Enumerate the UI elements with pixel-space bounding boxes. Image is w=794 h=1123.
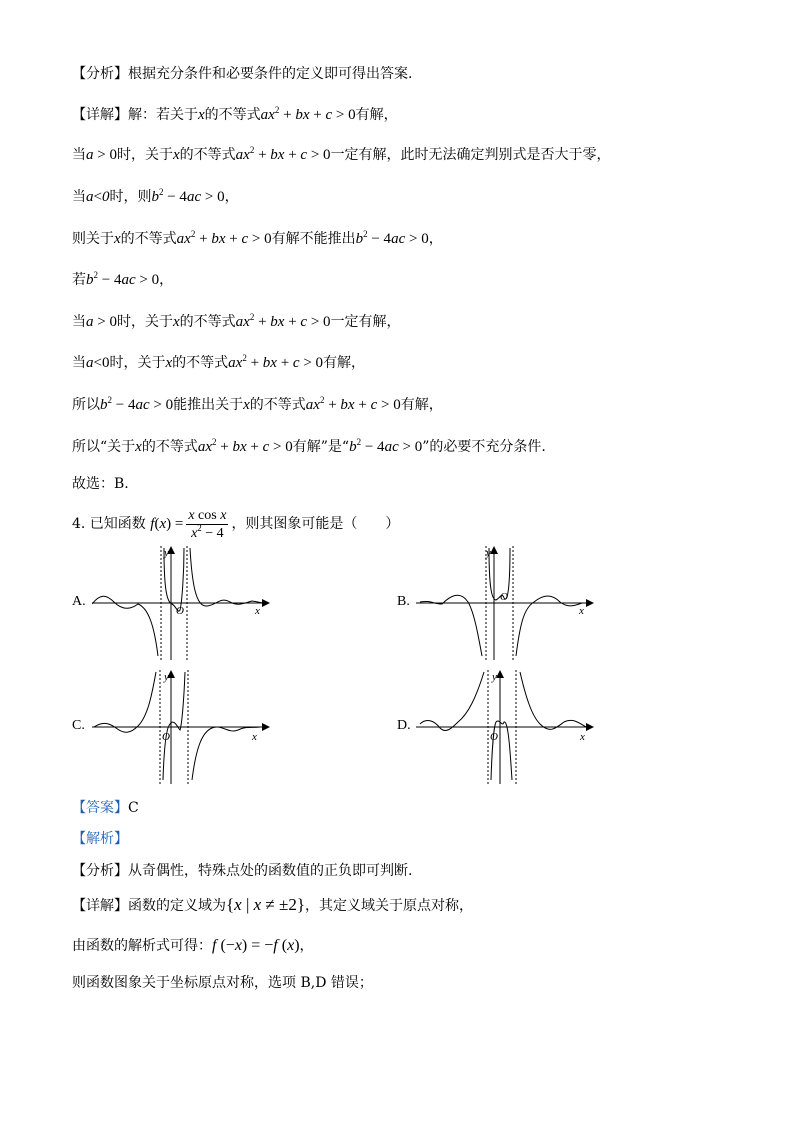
curve-center (163, 672, 185, 780)
curve-right (516, 596, 582, 656)
curve-right (192, 727, 260, 780)
option-b-label[interactable]: B. (397, 594, 410, 609)
x-label: x (579, 605, 584, 617)
curve-center (491, 721, 512, 780)
choice-line: 故选：B. (72, 476, 129, 492)
question-4 (72, 506, 399, 542)
text: 有解， (355, 107, 398, 123)
detail-line-4: 则关于x的不等式$ax^2$ + bx + c > 0有解不能推出$b^2 - 4ac > 0$， (72, 229, 443, 247)
analysis-text: 从奇偶性，特殊点处的函数值的正负即可判断. (128, 863, 413, 879)
text: 有解”是“ (292, 439, 350, 455)
x-label: x (580, 731, 585, 743)
analysis-line-2 (72, 861, 412, 881)
analysis-text: 根据充分条件和必要条件的定义即可得出答案. (128, 66, 413, 82)
curve-left (92, 596, 158, 656)
detail-line-3: 当a<0时，则$b^2 - 4ac > 0$， (72, 187, 239, 205)
text: 的不等式 (172, 355, 229, 371)
text: 的不等式 (179, 147, 236, 163)
x-arrow-icon (586, 599, 594, 607)
text: 当 (72, 355, 86, 371)
math-ineq: $ax^2$ + bx + c > 0 (260, 105, 356, 123)
text: ”的必要不充分条件. (422, 439, 546, 455)
text: 由函数的解析式可得： (72, 938, 212, 954)
curve-right (520, 672, 586, 729)
origin-label: O (500, 591, 508, 603)
text: 则关于 (72, 231, 114, 247)
text: 时，则 (109, 189, 152, 205)
parity-line: 由函数的解析式可得：f (−x) = −f (x)， (72, 937, 314, 954)
text: 当 (72, 189, 86, 205)
origin-label: O (162, 731, 170, 743)
detail-tag: 【详解】 (72, 898, 128, 914)
graph-c[interactable] (92, 668, 272, 786)
answer-tag: 【答案】 (72, 800, 128, 816)
option-c-label[interactable]: C. (72, 718, 85, 733)
text: 时，关于 (116, 147, 173, 163)
y-label: y (486, 547, 491, 559)
text: 一定有解， (330, 314, 401, 330)
text: 当 (72, 314, 86, 330)
text: 解：若关于 (128, 107, 198, 123)
detail-line-1: 【详解】解：若关于x的不等式$ax^2$ + bx + c > 0有解， (72, 105, 398, 123)
odd-function: f (−x) = −f (x) (212, 937, 300, 954)
question-text: 4. 已知函数 (72, 516, 146, 532)
text: 所以“关于 (72, 439, 136, 455)
curve-left (420, 672, 484, 730)
text: 的不等式 (249, 397, 306, 413)
text: ，其定义域关于原点对称， (305, 898, 473, 914)
detail-tag: 【详解】 (72, 107, 128, 123)
text: 的不等式 (204, 107, 261, 123)
y-label: y (164, 671, 169, 683)
jiexi-tag: 【解析】 (72, 831, 128, 847)
text: 有解不能推出 (271, 231, 356, 247)
detail-line-7: 当a<0时，关于x的不等式$ax^2$ + bx + c > 0有解， (72, 353, 366, 371)
origin-label: O (176, 605, 184, 617)
graph-d[interactable] (416, 668, 596, 786)
option-a-label[interactable]: A. (72, 594, 86, 609)
option-d-label[interactable]: D. (397, 718, 411, 733)
answer-line (72, 798, 139, 818)
y-arrow-icon (496, 670, 504, 678)
fraction: $\frac{\text{x cos x}}{x^2 - 4}$ (188, 507, 227, 541)
detail-domain-line (72, 895, 473, 916)
text: 的不等式 (120, 231, 177, 247)
x-label: x (252, 731, 257, 743)
origin-label: O (490, 731, 498, 743)
text: 一定有解，此时无法确定判别式是否大于零， (330, 147, 611, 163)
conclusion-line: 则函数图象关于坐标原点对称，选项 B,D 错误； (72, 975, 373, 991)
text: 有解， (323, 355, 366, 371)
text: 有解， (400, 397, 443, 413)
detail-line-6: 当a > 0时，关于x的不等式$ax^2$ + bx + c > 0一定有解， (72, 312, 401, 330)
analysis-tag: 【分析】 (72, 863, 128, 879)
curve-right (190, 548, 268, 606)
graph-a[interactable] (92, 544, 272, 662)
curve-left (420, 595, 482, 656)
domain-set: {x | x ≠ ±2} (226, 895, 305, 914)
text: 当 (72, 147, 86, 163)
curve-left (94, 672, 156, 732)
answer-value: C (128, 800, 139, 816)
y-arrow-icon (490, 546, 498, 554)
text: 时，关于 (116, 314, 173, 330)
x-arrow-icon (262, 723, 270, 731)
function-def: f(x) = (150, 516, 184, 532)
text: 的不等式 (141, 439, 198, 455)
analysis-tag: 【分析】 (72, 66, 128, 82)
text: 的不等式 (179, 314, 236, 330)
question-tail: ，则其图象可能是（ ） (231, 516, 400, 532)
detail-line-5: 若$b^2 - 4ac > 0$， (72, 270, 174, 288)
graph-b[interactable] (416, 544, 596, 662)
analysis-header (72, 829, 128, 849)
text: 所以 (72, 397, 100, 413)
x-label: x (255, 605, 260, 617)
y-label: y (492, 671, 497, 683)
analysis-line (72, 64, 412, 84)
detail-line-9: 所以“关于x的不等式$ax^2$ + bx + c > 0有解”是“$b^2 - 4ac > 0$”的必要不充分条件. (72, 437, 546, 455)
y-label: y (164, 547, 169, 559)
detail-line-2: 当a > 0时，关于x的不等式$ax^2$ + bx + c > 0一定有解，此时无法确定判别式是否大于零， (72, 145, 611, 163)
text: 时，关于 (109, 355, 166, 371)
text: 能推出关于 (173, 397, 244, 413)
text: 函数的定义域为 (128, 898, 226, 914)
detail-line-8: 所以$b^2 - 4ac > 0$能推出关于x的不等式$ax^2$ + bx + c > 0有解， (72, 395, 443, 413)
x-arrow-icon (586, 723, 594, 731)
text: 若 (72, 272, 86, 288)
